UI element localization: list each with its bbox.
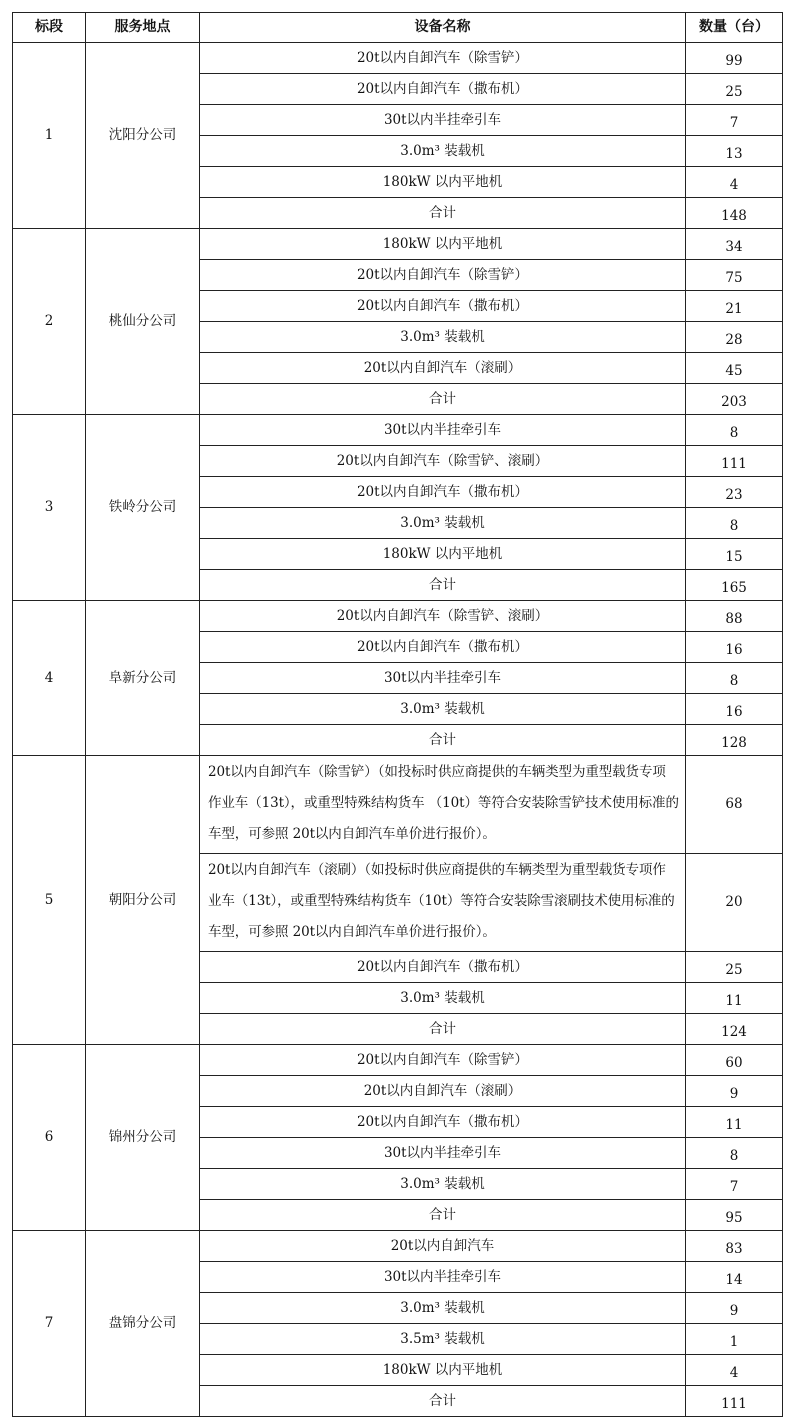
equipment-name: 30t以内半挂牵引车	[200, 1262, 686, 1293]
table-row	[13, 1231, 783, 1262]
section-number: 5	[13, 756, 86, 1045]
equipment-name: 20t以内自卸汽车（除雪铲、滚刷）	[200, 446, 686, 477]
equipment-name: 3.5m³ 装载机	[200, 1324, 686, 1355]
total-label: 合计	[200, 384, 686, 415]
section-number: 4	[13, 601, 86, 756]
equipment-quantity: 68	[686, 756, 783, 854]
table-row	[13, 229, 783, 260]
equipment-quantity: 99	[686, 43, 783, 74]
table-row	[13, 415, 783, 446]
total-label: 合计	[200, 198, 686, 229]
equipment-name: 20t以内自卸汽车（撒布机）	[200, 291, 686, 322]
equipment-quantity: 8	[686, 508, 783, 539]
total-quantity: 165	[686, 570, 783, 601]
equipment-name: 180kW 以内平地机	[200, 1355, 686, 1386]
equipment-name: 20t以内自卸汽车（除雪铲）	[200, 43, 686, 74]
total-label: 合计	[200, 1014, 686, 1045]
header-quantity: 数量（台）	[686, 13, 783, 43]
equipment-name: 20t以内自卸汽车（滚刷）	[200, 353, 686, 384]
table-body	[13, 43, 783, 1417]
equipment-name: 3.0m³ 装载机	[200, 508, 686, 539]
equipment-name: 20t以内自卸汽车（撒布机）	[200, 1107, 686, 1138]
equipment-quantity: 7	[686, 105, 783, 136]
equipment-name: 20t以内自卸汽车（除雪铲、滚刷）	[200, 601, 686, 632]
equipment-quantity: 9	[686, 1076, 783, 1107]
equipment-quantity: 45	[686, 353, 783, 384]
total-quantity: 111	[686, 1386, 783, 1417]
section-number: 3	[13, 415, 86, 601]
total-quantity: 148	[686, 198, 783, 229]
total-quantity: 128	[686, 725, 783, 756]
total-label: 合计	[200, 570, 686, 601]
total-label: 合计	[200, 725, 686, 756]
equipment-quantity: 16	[686, 694, 783, 725]
section-number: 6	[13, 1045, 86, 1231]
table-row	[13, 756, 783, 854]
equipment-quantity: 1	[686, 1324, 783, 1355]
equipment-name: 20t以内自卸汽车（撒布机）	[200, 477, 686, 508]
header-section-number: 标段	[13, 13, 86, 43]
equipment-quantity: 15	[686, 539, 783, 570]
total-quantity: 95	[686, 1200, 783, 1231]
equipment-name: 20t以内自卸汽车（除雪铲）	[200, 260, 686, 291]
header-row	[13, 13, 783, 43]
equipment-quantity: 25	[686, 74, 783, 105]
equipment-name: 30t以内半挂牵引车	[200, 1138, 686, 1169]
equipment-name: 20t以内自卸汽车（除雪铲）（如投标时供应商提供的车辆类型为重型载货专项作业车（13t），或重型特殊结构货车 （10t）等符合安装除雪铲技术使用标准的车型，可参照 20t以内自卸汽车单价进行报价）。	[200, 756, 686, 854]
equipment-name: 180kW 以内平地机	[200, 539, 686, 570]
equipment-name: 3.0m³ 装载机	[200, 136, 686, 167]
equipment-quantity: 25	[686, 952, 783, 983]
equipment-name: 20t以内自卸汽车（滚刷）	[200, 1076, 686, 1107]
section-number: 2	[13, 229, 86, 415]
total-label: 合计	[200, 1386, 686, 1417]
equipment-quantity: 4	[686, 1355, 783, 1386]
equipment-name: 20t以内自卸汽车（除雪铲）	[200, 1045, 686, 1076]
equipment-name: 20t以内自卸汽车（撒布机）	[200, 632, 686, 663]
equipment-quantity: 34	[686, 229, 783, 260]
equipment-quantity: 23	[686, 477, 783, 508]
equipment-name: 30t以内半挂牵引车	[200, 415, 686, 446]
equipment-name: 20t以内自卸汽车（撒布机）	[200, 952, 686, 983]
equipment-quantity: 7	[686, 1169, 783, 1200]
service-location: 阜新分公司	[86, 601, 200, 756]
equipment-quantity: 8	[686, 663, 783, 694]
header-equipment-name: 设备名称	[200, 13, 686, 43]
equipment-quantity: 14	[686, 1262, 783, 1293]
equipment-name: 3.0m³ 装载机	[200, 1293, 686, 1324]
section-number: 7	[13, 1231, 86, 1417]
table-row	[13, 1045, 783, 1076]
equipment-name: 20t以内自卸汽车（滚刷）（如投标时供应商提供的车辆类型为重型载货专项作业车（13t），或重型特殊结构货车（10t）等符合安装除雪滚刷技术使用标准的车型，可参照 20t以内自卸汽车单价进行报价）。	[200, 854, 686, 952]
table-row	[13, 43, 783, 74]
equipment-quantity: 8	[686, 415, 783, 446]
service-location: 铁岭分公司	[86, 415, 200, 601]
equipment-name: 3.0m³ 装载机	[200, 1169, 686, 1200]
equipment-quantity: 75	[686, 260, 783, 291]
equipment-quantity: 13	[686, 136, 783, 167]
equipment-quantity: 83	[686, 1231, 783, 1262]
equipment-name: 3.0m³ 装载机	[200, 694, 686, 725]
service-location: 锦州分公司	[86, 1045, 200, 1231]
equipment-quantity: 28	[686, 322, 783, 353]
equipment-name: 30t以内半挂牵引车	[200, 663, 686, 694]
equipment-name: 3.0m³ 装载机	[200, 322, 686, 353]
equipment-name: 30t以内半挂牵引车	[200, 105, 686, 136]
equipment-quantity: 11	[686, 983, 783, 1014]
service-location: 朝阳分公司	[86, 756, 200, 1045]
equipment-quantity: 8	[686, 1138, 783, 1169]
service-location: 桃仙分公司	[86, 229, 200, 415]
equipment-quantity: 11	[686, 1107, 783, 1138]
equipment-name: 180kW 以内平地机	[200, 229, 686, 260]
equipment-quantity: 111	[686, 446, 783, 477]
header-service-location: 服务地点	[86, 13, 200, 43]
equipment-quantity: 16	[686, 632, 783, 663]
equipment-quantity: 9	[686, 1293, 783, 1324]
table-row	[13, 601, 783, 632]
equipment-table	[12, 12, 783, 1417]
equipment-quantity: 60	[686, 1045, 783, 1076]
equipment-name: 20t以内自卸汽车（撒布机）	[200, 74, 686, 105]
equipment-name: 20t以内自卸汽车	[200, 1231, 686, 1262]
equipment-quantity: 4	[686, 167, 783, 198]
total-quantity: 203	[686, 384, 783, 415]
service-location: 沈阳分公司	[86, 43, 200, 229]
service-location: 盘锦分公司	[86, 1231, 200, 1417]
total-quantity: 124	[686, 1014, 783, 1045]
equipment-quantity: 20	[686, 854, 783, 952]
equipment-quantity: 21	[686, 291, 783, 322]
total-label: 合计	[200, 1200, 686, 1231]
equipment-name: 180kW 以内平地机	[200, 167, 686, 198]
equipment-quantity: 88	[686, 601, 783, 632]
equipment-name: 3.0m³ 装载机	[200, 983, 686, 1014]
section-number: 1	[13, 43, 86, 229]
